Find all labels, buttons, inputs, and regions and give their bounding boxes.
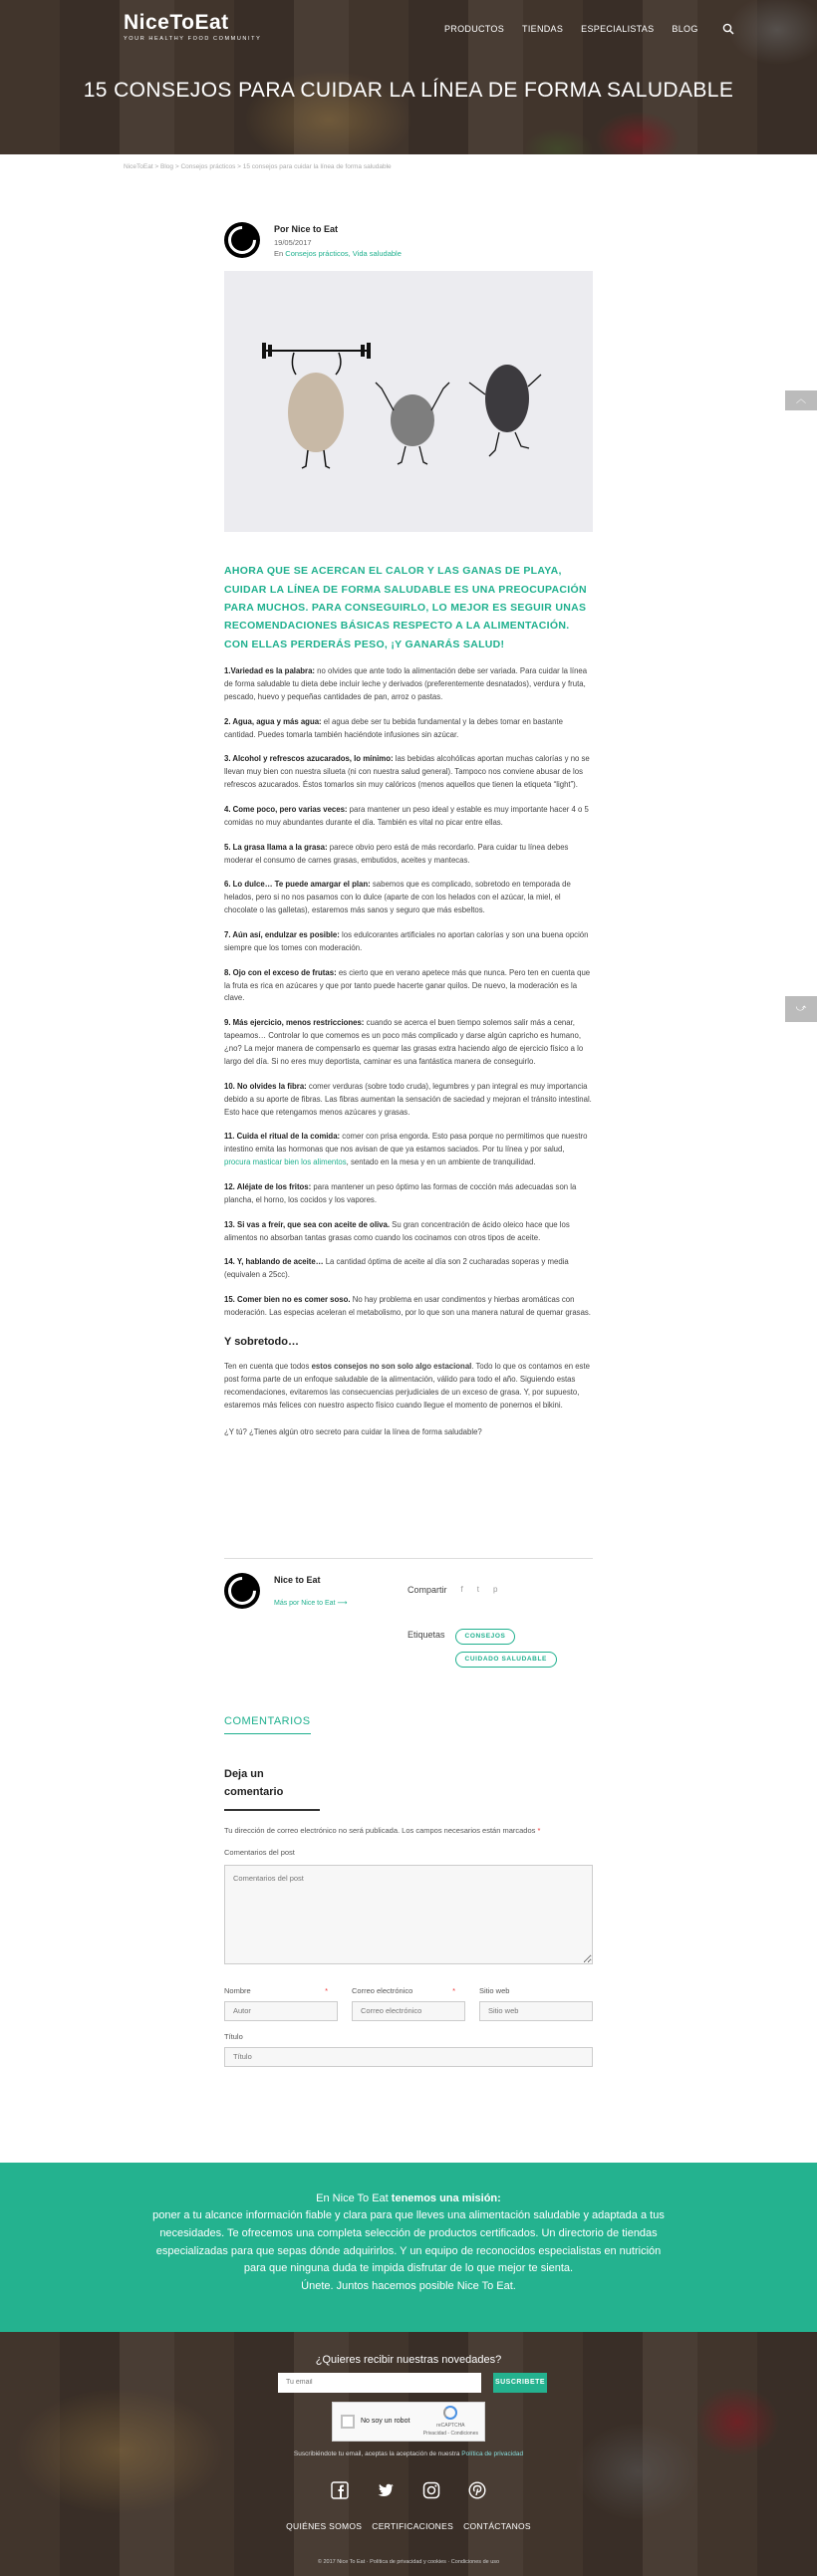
tip-heading: 6. Lo dulce… Te puede amargar el plan: [224,880,371,890]
closing-question: ¿Y tú? ¿Tienes algún otro secreto para cuidar la línea de forma saludable? [224,1426,482,1436]
nav-productos[interactable]: PRODUCTOS [444,24,505,34]
tag-cuidado-saludable[interactable]: CUIDADO SALUDABLE [455,1652,557,1668]
mission-body: poner a tu alcance información fiable y clara para que lleves una alimentación saludable y adaptada a tus necesidades. Te ofrecemos una completa selección de productos certificados. Un directorio de tiendas especializadas para que sepas dónde adquirirlos. Y un equipo de reconocidos especialistas en nutrición para que ninguna duda te impida disfrutar de lo que mejor te sienta. [152,2209,665,2275]
post-categories [274,248,402,259]
tip-text: sabemos que es complicado, sobretodo en temporada de helados, pero si no nos pasamos con lo dulce (aparte de con los helados con el azúcar, la miel, el chocolate o las galletas), estaremos más sanos y seguro que más esbeltos. [224,880,571,915]
tip-item [224,1081,593,1120]
name-label: Nombre [224,1985,251,1995]
tip-text: La cantidad óptima de aceite al día son 2 cucharadas soperas y media (equivalen a 25cc). [224,1257,569,1280]
tip-heading: 3. Alcohol y refrescos azucarados, lo mínimo: [224,754,394,764]
author-box [224,1558,593,1668]
logo-text: NiceToEat [124,11,229,34]
tip-text: las bebidas alcohólicas aportan muchas calorías y no se llevan muy bien con nuestra silueta (ni con nuestra salud general). Tampoco nos conviene abusar de los refrescos azucarados. Éstos tomarlos sin muy calóricos (menos aquellos que tienen la etiqueta “light”). [224,754,590,790]
newsletter-form [278,2373,547,2393]
tip-heading: 7. Aún así, endulzar es posible: [224,930,340,940]
tip-heading: 8. Ojo con el exceso de frutas: [224,967,337,977]
site-logo[interactable] [124,12,261,44]
instagram-icon[interactable] [422,2481,440,2499]
chevron-up-icon: ︿ [796,394,806,405]
tip-item [224,967,593,1006]
post-author[interactable]: Por Nice to Eat [274,224,339,235]
tip-link[interactable]: procura masticar bien los alimentos [224,1158,347,1167]
recaptcha-terms[interactable]: Privacidad - Condiciones [422,2430,478,2437]
tip-text: Su gran concentración de ácido oleico hace que los alimentos no absorban tantas grasas como cuando los cocinamos con otros tipos de aceite. [224,1219,570,1242]
mission-heading-text: En Nice To Eat [316,2191,392,2204]
website-label: Sitio web [479,1985,510,1995]
tip-heading: 4. Come poco, pero varias veces: [224,805,348,815]
tip-text: cuando se acerca el buen tiempo solemos salir más a cenar, tapeamos… Controlar lo que comemos es un poco más complicado y darse algún capricho es humano, ¿no? La mejor manera de compensarlo es quemar las grasas extra haciendo algo de ejercicio físico a lo largo del día. Si no eres muy deportista, caminar es una fantástica manera de conseguirlo. [224,1018,584,1066]
post-date: 19/05/2017 [274,237,312,247]
featured-image [224,271,593,532]
mission-heading-bold: tenemos una misión: [391,2191,501,2204]
nav-especialistas[interactable]: ESPECIALISTAS [581,24,655,34]
comment-notes [224,1825,593,1837]
social-links [0,2481,817,2499]
recaptcha-brand: reCAPTCHA [436,2422,465,2429]
footer-links [0,2520,817,2534]
tip-text: No hay problema en usar condimentos y hierbas aromáticas con moderación. Las especias aceleran el metabolismo, por lo que son una manera natural de quemar grasas. [224,1295,591,1317]
facebook-icon[interactable] [331,2481,349,2499]
article [224,222,593,1438]
comments-section [224,1713,593,2066]
twitter-icon[interactable] [377,2481,395,2499]
tip-heading: 13. Si vas a freír, que sea con aceite de oliva. [224,1219,390,1229]
post-categories-link[interactable]: Consejos prácticos, Vida saludable [285,249,402,259]
logo-tagline: YOUR HEALTHY FOOD COMMUNITY [124,36,262,42]
mission-banner [0,2163,817,2332]
tip-text: no olvides que ante todo la alimentación debe ser variada. Para cuidar la línea de forma saludable tu dieta debe incluir leche y derivados (preferentemente desnatados), verdura y fruta, pescado, huevo y pequeñas cantidades de pan, arroz o pastas. [224,666,588,701]
share-row [408,1583,593,1597]
mission-heading [149,2190,668,2208]
tip-item [224,1256,593,1282]
tip-text: parece obvio pero está de más recordarlo. Para cuidar tu línea debes moderar el consumo de carnes grasas, embutidos, aceites y mantecas. [224,842,569,865]
scroll-top-button[interactable] [785,390,817,410]
comment-label: Comentarios del post [224,1848,295,1858]
comment-notes-text: Tu dirección de correo electrónico no será publicada. Los campos necesarios están marcados [224,1826,536,1836]
website-input[interactable] [479,2001,593,2021]
comment-fields [224,1985,593,2021]
footer-link-contactanos[interactable]: CONTÁCTANOS [463,2520,531,2531]
hero-header [0,0,817,154]
legal-text: © 2017 Nice To Eat · Política de privacidad y cookies · Condiciones de uso [317,2558,500,2565]
tip-item [224,1219,593,1245]
title-field-group [224,2031,593,2067]
tip-item [224,1017,593,1068]
tips-list [224,665,593,1320]
post-subheading: Y sobretodo… [224,1335,299,1348]
tip-heading: 14. Y, hablando de aceite… [224,1257,324,1267]
newsletter-privacy [0,2449,817,2459]
tip-text: para mantener un peso ideal y estable es muy importante hacer 4 o 5 comidas no muy abundantes durante el día. También es vital no picar entre ellas. [224,805,589,827]
tip-item [224,929,593,955]
share-side-button[interactable] [785,996,817,1022]
more-by-author-link[interactable]: Más por Nice to Eat ⟶ [274,1599,348,1607]
tip-item [224,804,593,830]
page-title: 15 CONSEJOS PARA CUIDAR LA LÍNEA DE FORMA SALUDABLE [83,79,734,102]
twitter-icon[interactable]: t [476,1585,479,1595]
name-field-group [224,1985,338,2021]
tip-item [224,1294,593,1320]
share-icon: ⤻ [795,1003,807,1014]
avatar[interactable] [224,222,260,258]
recaptcha-logo-icon [423,2406,478,2438]
newsletter-email-input[interactable] [278,2373,481,2393]
tip-item [224,753,593,792]
tip-text: para mantener un peso óptimo las formas de cocción más adecuadas son la plancha, el horno, los cocidos y los vapores. [224,1181,577,1204]
privacy-text: Suscribiéndote tu email, aceptas la aceptación de nuestra [293,2449,462,2457]
privacy-link[interactable]: Política de privacidad [461,2449,524,2457]
main-nav [444,22,734,36]
closing-paragraph [224,1361,593,1412]
tag-consejos[interactable]: CONSEJOS [455,1629,516,1645]
tip-heading: 1.Variedad es la palabra: [224,666,316,676]
recaptcha-checkbox[interactable] [341,2415,355,2429]
tip-text: comer verduras (sobre todo cruda), legumbres y pan integral es muy importancia debido a su aporte de fibras. Las fibras aumentan la sensación de saciedad y mejoran el tránsito intestinal. Esto hace que retengamos menos azúcares y grasas. [224,1081,592,1117]
tip-text: , sentado en la mesa y en un ambiente de tranquilidad. [346,1158,536,1167]
tip-heading: 5. La grasa llama a la grasa: [224,842,328,852]
tip-heading: 12. Aléjate de los fritos: [224,1181,312,1191]
pinterest-icon[interactable]: p [492,1585,498,1595]
tip-heading: 10. No olvides la fibra: [224,1081,307,1091]
footer-link-quienes-somos[interactable]: QUIÉNES SOMOS [286,2520,363,2531]
nav-tiendas[interactable]: TIENDAS [522,24,564,34]
tip-item [224,1181,593,1207]
reply-title: Deja un comentario [224,1766,320,1811]
facebook-icon[interactable]: f [460,1585,463,1595]
newsletter-title: ¿Quieres recibir nuestras novedades? [315,2353,502,2366]
breadcrumb: NiceToEat > Blog > Consejos prácticos > 15 consejos para cuidar la línea de forma saludable [124,163,392,170]
closing-text: Ten en cuenta que todos [224,1362,312,1372]
tip-text: el agua debe ser tu bebida fundamental y la debes tomar en bastante cantidad. Puedes tomarla también haciéndote infusiones sin azúcar. [224,716,563,739]
nav-blog[interactable]: BLOG [672,24,698,34]
tip-text: los edulcorantes artificiales no aportan calorías y son una buena opción siempre que los tomes con moderación. [224,930,589,952]
tip-heading: 11. Cuida el ritual de la comida: [224,1132,341,1142]
tip-heading: 15. Comer bien no es comer soso. [224,1295,351,1305]
tip-heading: 2. Agua, agua y más agua: [224,716,322,726]
recaptcha-widget [332,2402,485,2442]
closing-bold: estos consejos no son solo algo estacional [311,1362,472,1372]
comments-heading: COMENTARIOS [224,1713,311,1734]
required-mark: * [452,1985,455,1995]
tags-label: Etiquetas [408,1629,445,1640]
tag-list [455,1628,557,1669]
tip-item [224,665,593,704]
stones-illustration [224,271,593,532]
post-categories-prefix: En [274,249,284,259]
tip-item [224,842,593,868]
author-info [224,1573,404,1668]
name-input[interactable] [224,2001,338,2021]
closing-text: . Todo lo que os contamos en este post forma parte de un enfoque saludable de la alimentación, válido para todo el año. Siguiendo estas recomendaciones, evitaremos las consecuencias perjudiciales de un exceso de grasa. Y, por supuesto, estaremos más felices con nuestro aspecto físico cuando llegue el momento de ponernos el bikini. [224,1362,590,1410]
tip-text: es cierto que en verano apetece más que nunca. Pero ten en cuenta que la fruta es rica en azúcares y que por tanto puede hacerte ganar quilos. De nuevo, la moderación es la clave. [224,967,591,1003]
tags-row [408,1628,593,1669]
required-mark: * [325,1985,328,1995]
email-input[interactable] [352,2001,465,2021]
email-field-group [352,1985,465,2021]
avatar[interactable] [224,1573,260,1609]
subscribe-button[interactable]: SUSCRIBETE [493,2373,547,2393]
pinterest-icon[interactable] [468,2481,486,2499]
required-mark: * [537,1826,541,1836]
tip-item [224,879,593,917]
comment-textarea[interactable] [224,1865,593,1964]
website-field-group [479,1985,593,2021]
share-and-tags [404,1573,593,1668]
tip-item [224,1131,593,1169]
share-label: Compartir [408,1585,447,1596]
title-label: Título [224,2031,243,2041]
search-icon[interactable] [722,23,734,35]
site-footer [0,2332,817,2576]
tip-text: comer con prisa engorda. Esto pasa porque no permitimos que nuestro intestino emita las hormonas que nos avisan de que ya estamos saciados. Por tu línea y por salud, [224,1132,588,1155]
mission-last: Únete. Juntos hacemos posible Nice To Eat. [301,2279,516,2292]
author-name: Nice to Eat [274,1575,321,1586]
title-input[interactable] [224,2047,593,2067]
tip-item [224,716,593,742]
post-lead: AHORA QUE SE ACERCAN EL CALOR Y LAS GANAS DE PLAYA, CUIDAR LA LÍNEA DE FORMA SALUDABLE ES UNA PREOCUPACIÓN PARA MUCHOS. PARA CONSEGUIRLO, LO MEJOR ES SEGUIR UNAS RECOMENDACIONES BÁSICAS RESPECTO A LA ALIMENTACIÓN. CON ELLAS PERDERÁS PESO, ¡Y GANARÁS SALUD! [224,565,587,650]
email-label: Correo electrónico [352,1985,413,1995]
tip-heading: 9. Más ejercicio, menos restricciones: [224,1018,365,1028]
recaptcha-label: No soy un robot [361,2418,410,2426]
footer-link-certificaciones[interactable]: CERTIFICACIONES [372,2520,454,2531]
post-meta [224,222,593,259]
